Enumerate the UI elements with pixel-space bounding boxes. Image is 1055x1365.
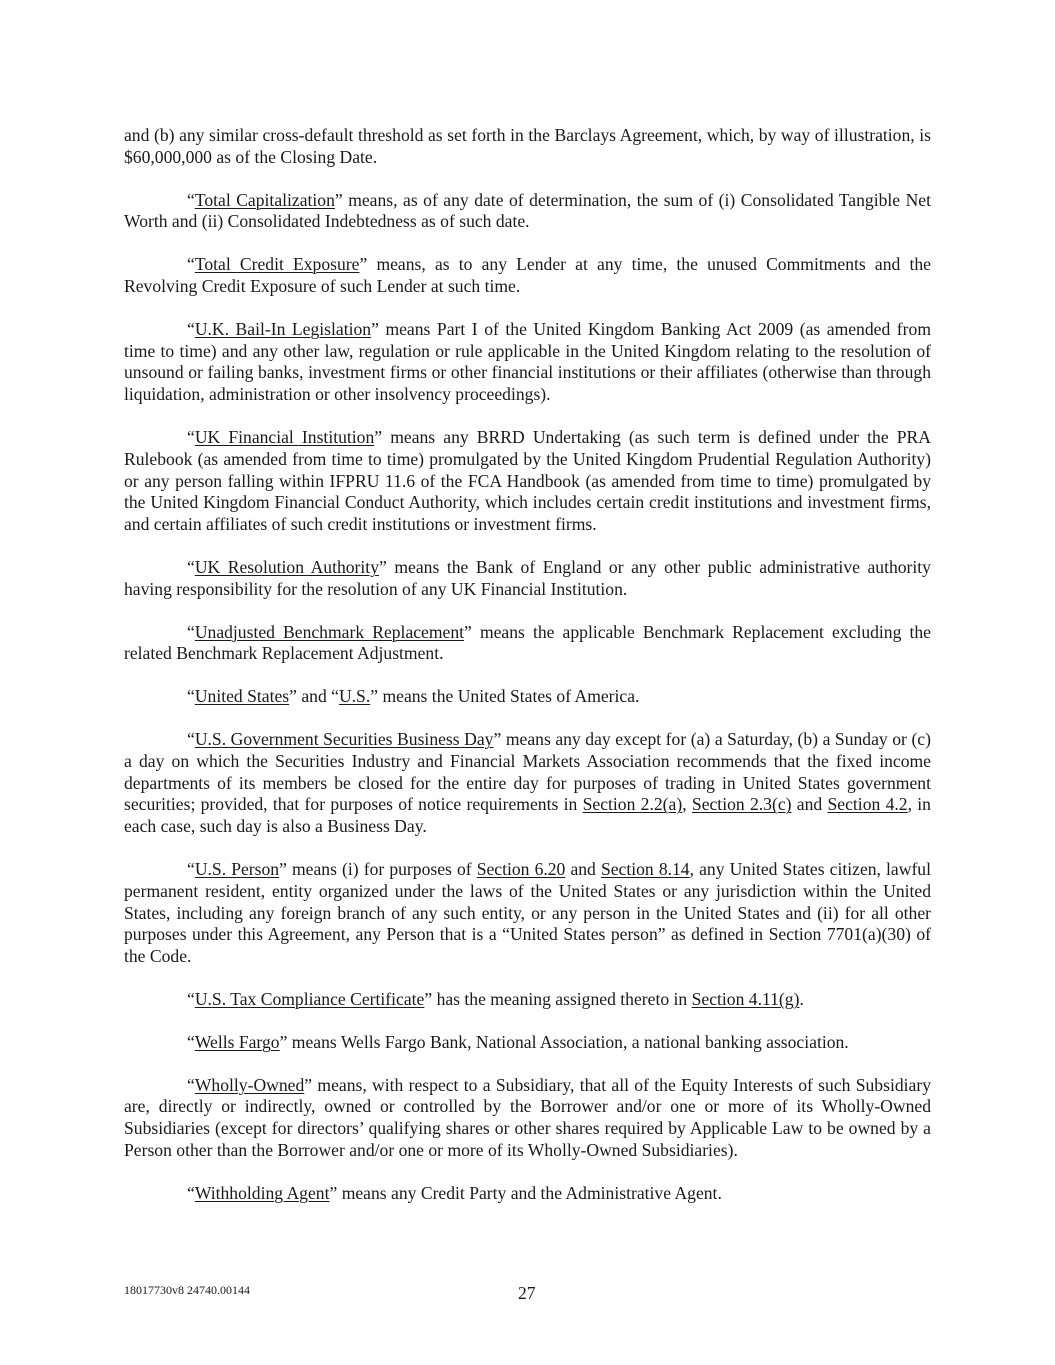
definition-wells-fargo: “Wells Fargo” means Wells Fargo Bank, National Association, a national banking association. — [187, 1031, 849, 1052]
section-reference: Section 4.11(g) — [691, 988, 800, 1009]
section-reference: Section 4.2 — [827, 794, 908, 815]
definition-us-tax-compliance-certificate: “U.S. Tax Compliance Certificate” has the meaning assigned thereto in Section 4.11(g). — [187, 988, 804, 1009]
definition-text: ” means any day except for (a) a Saturday, (b) a Sunday or (c) a day on which the Securities Industry and Financial Markets Association recommends that the fixed income departments of its members be closed for the entire day for purposes of trading in United States government securities; provided, that for purposes of notice requirements in — [124, 728, 931, 815]
defined-term: UK Resolution Authority — [194, 556, 379, 577]
section-reference: Section 2.3(c) — [691, 794, 792, 815]
defined-term: Wells Fargo — [194, 1031, 280, 1052]
defined-term: U.S. Tax Compliance Certificate — [194, 988, 425, 1009]
definition-text: ” means the applicable Benchmark Replacement excluding the related Benchmark Replacement Adjustment. — [124, 621, 931, 664]
definition-text: ” means the Bank of England or any other public administrative authority having responsibility for the resolution of any UK Financial Institution. — [124, 556, 931, 599]
definition-total-capitalization: “Total Capitalization” means, as of any date of determination, the sum of (i) Consolidated Tangible Net Worth and (ii) Consolidated Indebtedness as of such date. — [124, 189, 931, 232]
section-reference: Section 8.14 — [600, 858, 690, 879]
defined-term: U.S. — [338, 686, 371, 707]
definition-unadjusted-benchmark-replacement: “Unadjusted Benchmark Replacement” means the applicable Benchmark Replacement excluding the related Benchmark Replacement Adjustment. — [124, 621, 931, 664]
continuation-text: and (b) any similar cross-default threshold as set forth in the Barclays Agreement, which, by way of illustration, is $60,000,000 as of the Closing Date. — [124, 125, 931, 167]
definition-us-government-securities-business-day: “U.S. Government Securities Business Day” means any day except for (a) a Saturday, (b) a Sunday or (c) a day on which the Securities Industry and Financial Markets Association recommends that the fixed income departments of its members be closed for the entire day for purposes of trading in United States government securities; provided, that for purposes of notice requirements in Section 2.2(a), Section 2.3(c) and Section 4.2, in each case, such day is also a Business Day. — [124, 728, 931, 837]
definition-wholly-owned: “Wholly-Owned” means, with respect to a Subsidiary, that all of the Equity Interests of such Subsidiary are, directly or indirectly, owned or controlled by the Borrower and/or one or more of its Wholly-Owned Subsidiaries (except for directors’ qualifying shares or other shares required by Applicable Law to be owned by a Person other than the Borrower and/or one or more of its Wholly-Owned Subsidiaries). — [124, 1074, 931, 1160]
definition-total-credit-exposure: “Total Credit Exposure” means, as to any Lender at any time, the unused Commitments and the Revolving Credit Exposure of such Lender at such time. — [124, 254, 931, 296]
defined-term: Total Capitalization — [194, 189, 335, 210]
definition-text: ” means, with respect to a Subsidiary, that all of the Equity Interests of such Subsidiary are, directly or indirectly, owned or controlled by the Borrower and/or one or more of its Wholly-Owned Subsidiaries (except for directors’ qualifying shares or other shares required by Applicable Law to be owned by a Person other than the Borrower and/or one or more of its Wholly-Owned Subsidiaries). — [124, 1074, 931, 1160]
defined-term: Wholly-Owned — [194, 1074, 305, 1095]
section-reference: Section 6.20 — [476, 858, 566, 879]
defined-term: UK Financial Institution — [194, 426, 375, 447]
defined-term: Withholding Agent — [194, 1182, 330, 1203]
continuation-paragraph — [124, 125, 931, 169]
definition-uk-financial-institution: “UK Financial Institution” means any BRRD Undertaking (as such term is defined under the PRA Rulebook (as amended from time to time) promulgated by the United Kingdom Prudential Regulation Authority) or any person falling within IFPRU 11.6 of the FCA Handbook (as amended from time to time) promulgated by the United Kingdom Financial Conduct Authority, which includes certain credit institutions and investment firms, and certain affiliates of such credit institutions or investment firms. — [124, 426, 931, 535]
definition-uk-bail-in-legislation: “U.K. Bail-In Legislation” means Part I of the United Kingdom Banking Act 2009 (as amended from time to time) and any other law, regulation or rule applicable in the United Kingdom relating to the resolution of unsound or failing banks, investment firms or other financial institutions or their affiliates (otherwise than through liquidation, administration or other insolvency proceedings). — [124, 318, 931, 405]
defined-term: Unadjusted Benchmark Replacement — [194, 621, 465, 642]
definition-text: ” means, as of any date of determination, the sum of (i) Consolidated Tangible Net Worth and (ii) Consolidated Indebtedness as of such date. — [124, 189, 931, 232]
definition-us-person: “U.S. Person” means (i) for purposes of Section 6.20 and Section 8.14, any United States citizen, lawful permanent resident, entity organized under the laws of the United States or any jurisdiction within the United States, including any foreign branch of any such entity, or any person in the United States and (ii) for all other purposes under this Agreement, any Person that is a “United States person” as defined in Section 7701(a)(30) of the Code. — [124, 858, 931, 967]
definition-withholding-agent: “Withholding Agent” means any Credit Party and the Administrative Agent. — [187, 1182, 722, 1203]
section-reference: Section 2.2(a) — [582, 794, 683, 815]
definition-text: ” means any BRRD Undertaking (as such term is defined under the PRA Rulebook (as amended from time to time) promulgated by the United Kingdom Prudential Regulation Authority) or any person falling within IFPRU 11.6 of the FCA Handbook (as amended from time to time) promulgated by the United Kingdom Financial Conduct Authority, which includes certain credit institutions and investment firms, and certain affiliates of such credit institutions or investment firms. — [124, 426, 931, 535]
definition-text: ” means (i) for purposes of — [279, 858, 477, 879]
definition-text: ” means the United States of America. — [370, 686, 640, 707]
defined-term: U.S. Person — [194, 858, 280, 879]
definition-uk-resolution-authority: “UK Resolution Authority” means the Bank of England or any other public administrative authority having responsibility for the resolution of any UK Financial Institution. — [124, 556, 931, 599]
definition-text: ” means Part I of the United Kingdom Banking Act 2009 (as amended from time to time) and any other law, regulation or rule applicable in the United Kingdom relating to the resolution of unsound or failing banks, investment firms or other financial institutions or their affiliates (otherwise than through liquidation, administration or other insolvency proceedings). — [124, 318, 931, 405]
document-body — [124, 125, 931, 1225]
definition-text: ” means any Credit Party and the Administrative Agent. — [329, 1182, 722, 1203]
definition-text: ” means Wells Fargo Bank, National Association, a national banking association. — [279, 1031, 849, 1052]
page-number: 27 — [518, 1283, 536, 1303]
definition-text: ” has the meaning assigned thereto in — [424, 988, 692, 1009]
definition-united-states: “United States” and “U.S.” means the United States of America. — [187, 686, 640, 707]
definition-text: ” means, as to any Lender at any time, the unused Commitments and the Revolving Credit Exposure of such Lender at such time. — [124, 254, 931, 296]
document-id: 18017730v8 24740.00144 — [124, 1283, 250, 1297]
defined-term: United States — [194, 686, 290, 707]
defined-term: Total Credit Exposure — [194, 254, 360, 275]
defined-term: U.K. Bail-In Legislation — [194, 318, 372, 339]
defined-term: U.S. Government Securities Business Day — [194, 728, 494, 749]
